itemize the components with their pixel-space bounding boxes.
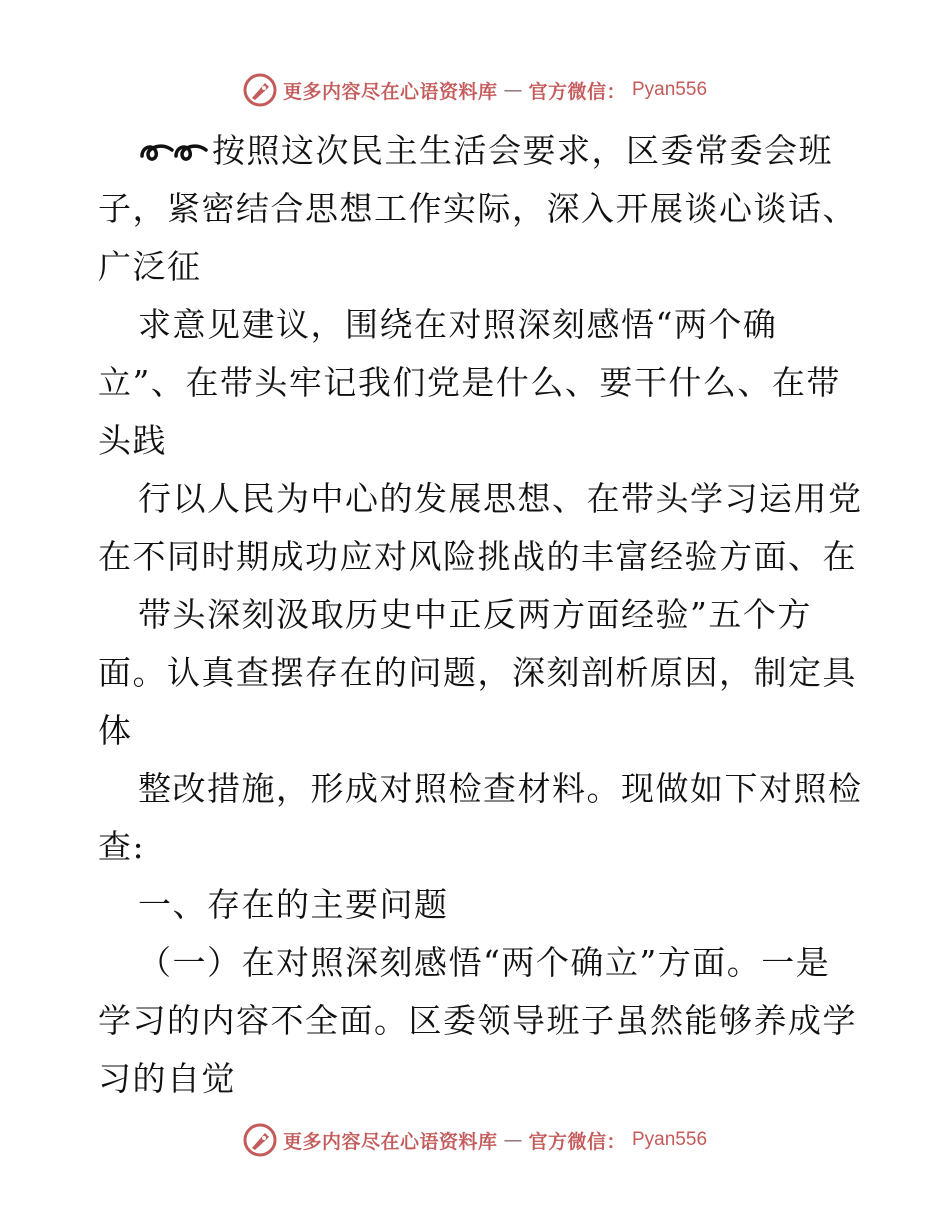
- banner-account: Pyan556: [632, 79, 708, 100]
- banner-account: Pyan556: [632, 1129, 708, 1150]
- text-line: [98, 122, 858, 180]
- text-line: （一）在对照深刻感悟“两个确立”方面。一是: [138, 943, 831, 982]
- text-line: 广泛征: [98, 247, 202, 286]
- banner-separator: —: [503, 79, 523, 101]
- pen-nib-logo-icon: [243, 1123, 277, 1157]
- text-line: 求意见建议，围绕在对照深刻感悟“两个确: [138, 305, 778, 344]
- text-line: 头践: [98, 421, 167, 460]
- banner-separator: —: [503, 1129, 523, 1151]
- text-line: 在不同时期成功应对风险挑战的丰富经验方面、在: [98, 537, 857, 576]
- pen-nib-logo-icon: [243, 73, 277, 107]
- banner-label: 官方微信：: [528, 1130, 626, 1153]
- banner-text: 更多内容尽在心语资料库: [282, 1130, 498, 1153]
- text-line: 查:: [98, 827, 146, 866]
- text-line-content: 按照这次民主生活会要求，区委常委会班: [212, 131, 833, 170]
- text-line: 子，紧密结合思想工作实际，深入开展谈心谈话、: [98, 189, 857, 228]
- header-banner: [0, 70, 950, 110]
- flourish-ornament-icon: [138, 136, 210, 166]
- text-line: 学习的内容不全面。区委领导班子虽然能够养成学: [98, 1001, 857, 1040]
- text-line: 习的自觉: [98, 1059, 236, 1098]
- text-line: 面。认真查摆存在的问题，深刻剖析原因，制定具: [98, 653, 857, 692]
- text-line: 带头深刻汲取历史中正反两方面经验”五个方: [138, 595, 812, 634]
- section-heading: 一、存在的主要问题: [138, 885, 449, 924]
- document-body: [98, 122, 863, 1108]
- text-line: 行以人民为中心的发展思想、在带头学习运用党: [138, 479, 863, 518]
- text-line: 立”、在带头牢记我们党是什么、要干什么、在带: [98, 363, 841, 402]
- text-line: 整改措施，形成对照检查材料。现做如下对照检: [138, 769, 863, 808]
- footer-banner: [0, 1120, 950, 1160]
- banner-label: 官方微信：: [528, 80, 626, 103]
- text-line: 体: [98, 711, 133, 750]
- banner-text: 更多内容尽在心语资料库: [282, 80, 498, 103]
